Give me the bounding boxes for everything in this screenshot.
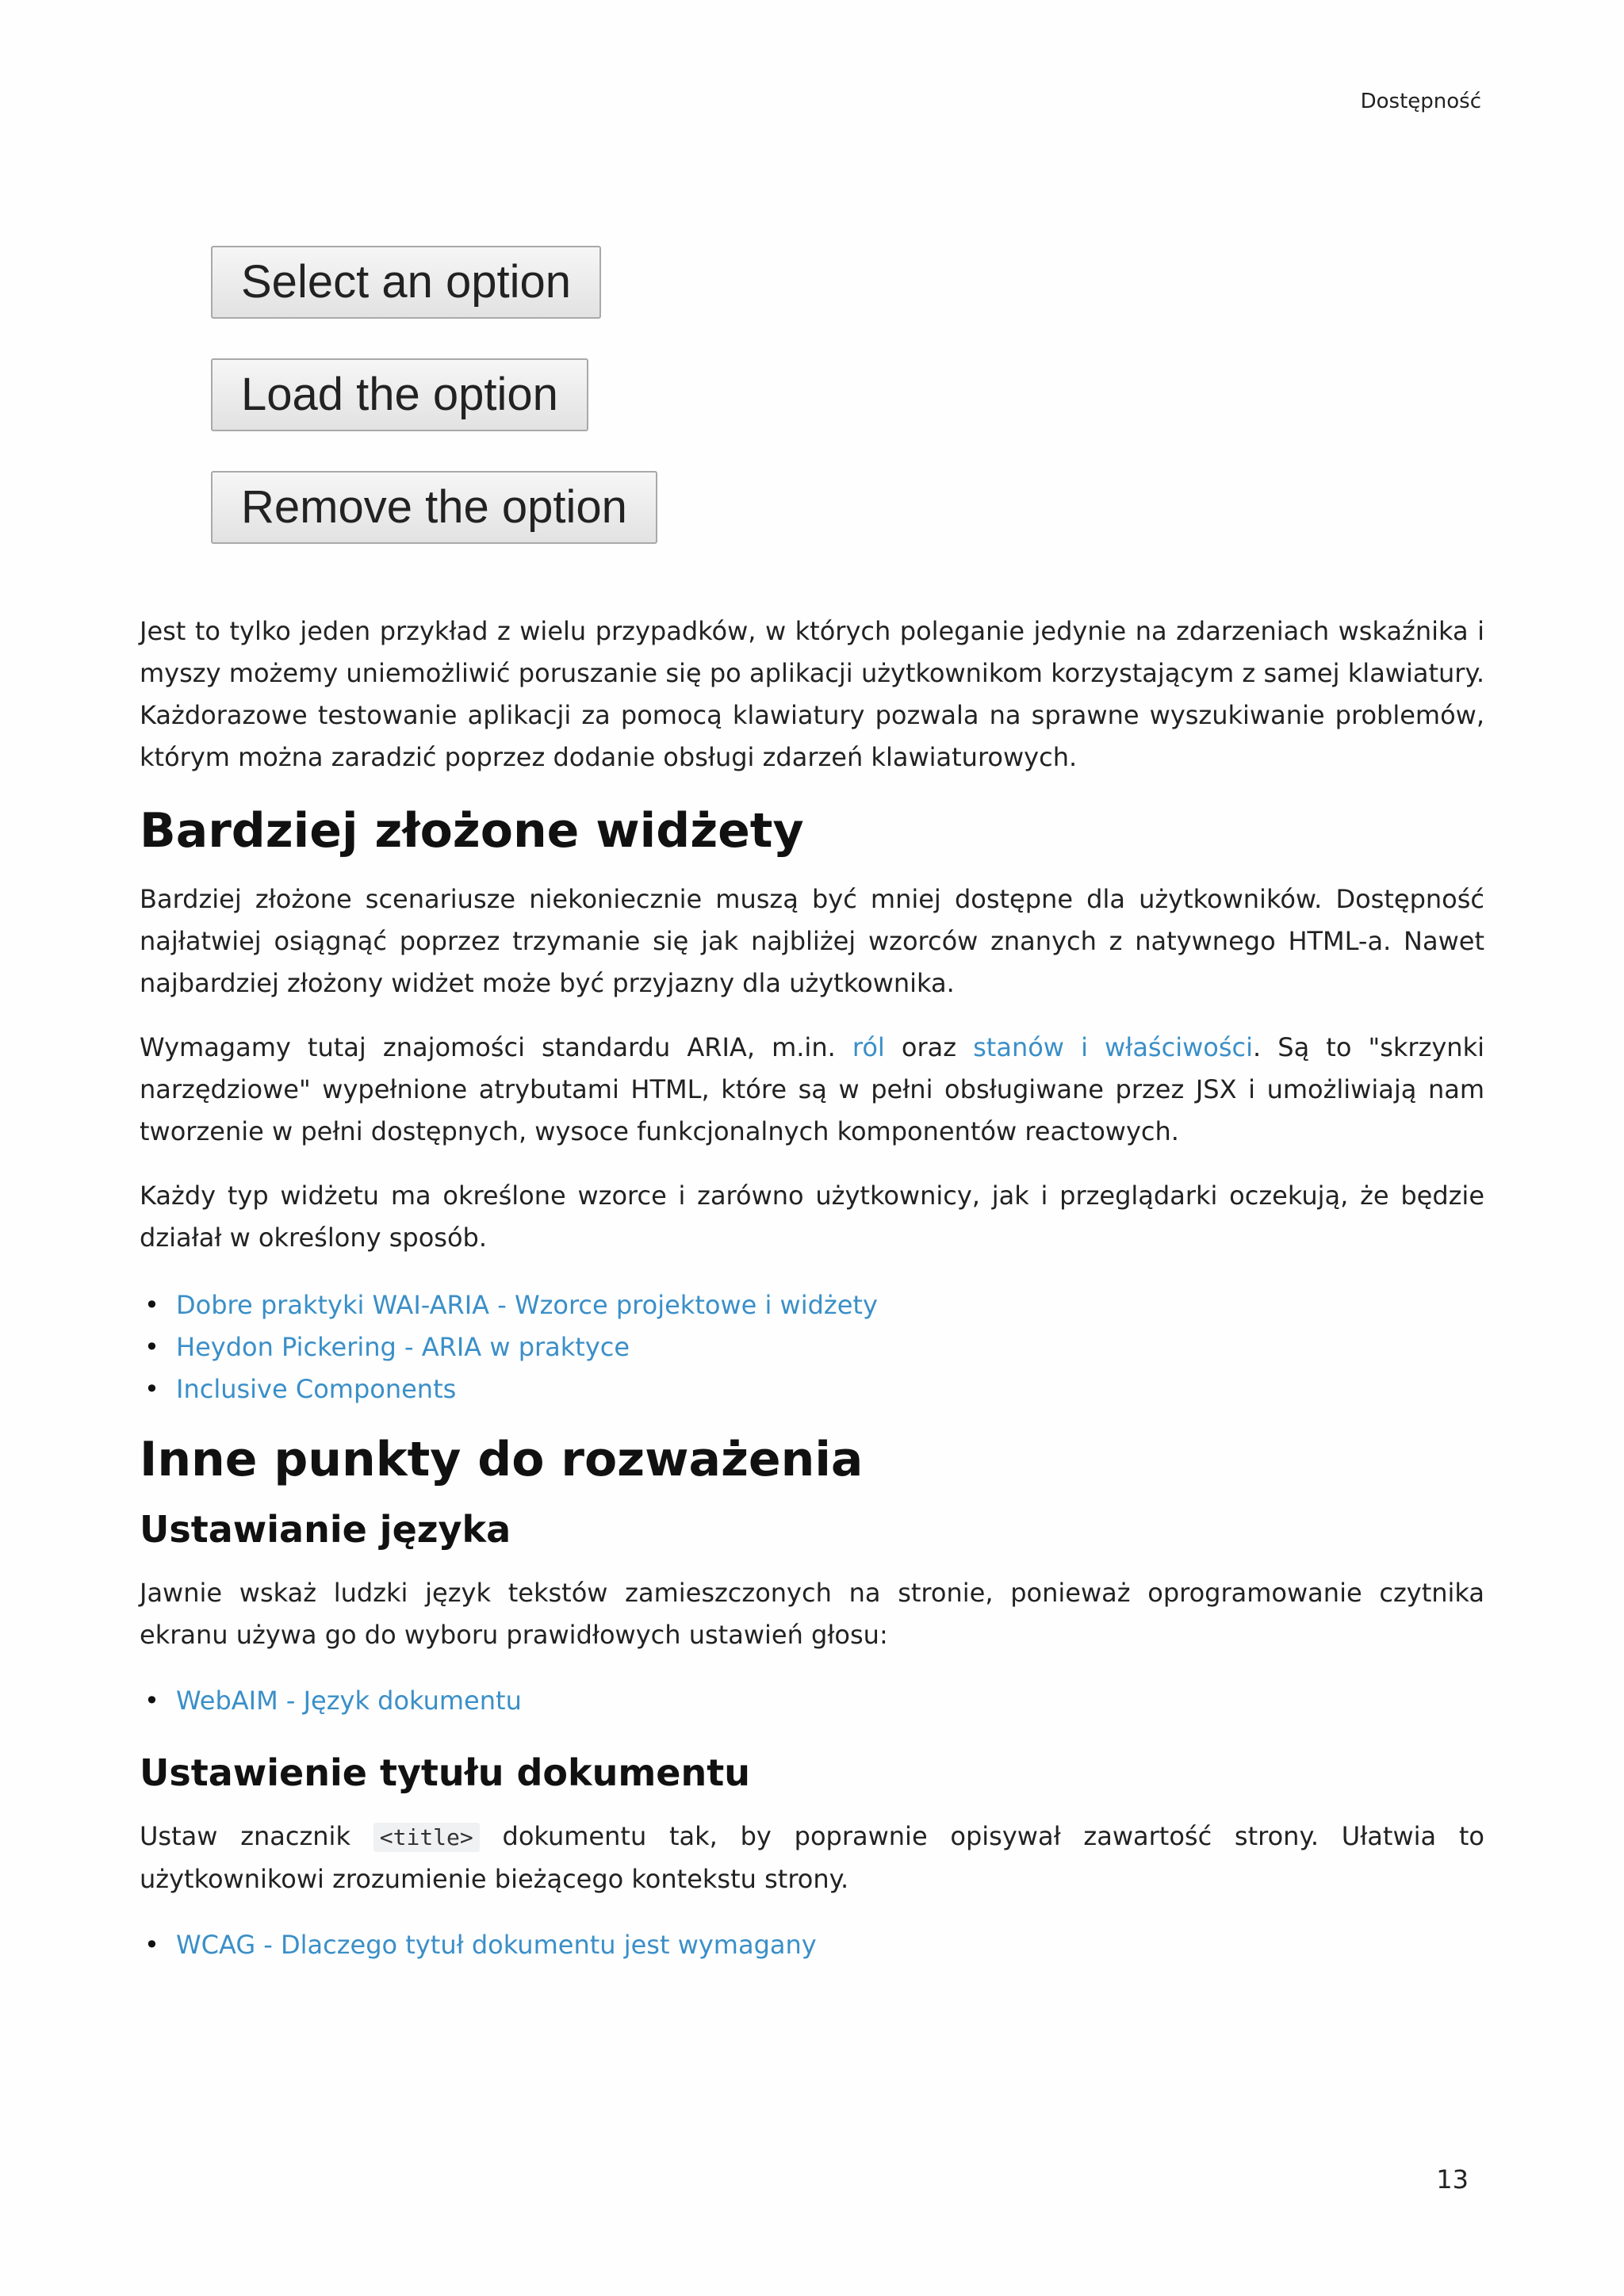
webaim-language-link[interactable]: WebAIM - Język dokumentu (176, 1686, 522, 1716)
bullet-icon: • (144, 1332, 159, 1362)
complex-paragraph-2 (140, 1027, 1484, 1153)
bullet-icon: • (144, 1686, 159, 1716)
heading-other-points: Inne punkty do rozważenia (140, 1432, 864, 1487)
running-header: Dostępność (1360, 90, 1481, 113)
list-item (140, 1924, 1484, 1966)
load-option-button[interactable]: Load the option (211, 358, 588, 431)
bullet-icon: • (144, 1290, 159, 1320)
main-content (140, 610, 1484, 1966)
p2-text-middle: oraz (884, 1032, 974, 1062)
roles-link[interactable]: ról (852, 1032, 885, 1062)
list-item (140, 1284, 1484, 1326)
bullet-icon: • (144, 1930, 159, 1960)
remove-option-button[interactable]: Remove the option (211, 471, 657, 544)
title-text-before: Ustaw znacznik (140, 1821, 373, 1851)
inclusive-components-link[interactable]: Inclusive Components (176, 1374, 457, 1404)
title-tag-code: <title> (373, 1823, 480, 1852)
p2-text-before: Wymagamy tutaj znajomości standardu ARIA, m.in. (140, 1032, 852, 1062)
select-option-button[interactable]: Select an option (211, 246, 601, 319)
wcag-document-title-link[interactable]: WCAG - Dlaczego tytuł dokumentu jest wymagany (176, 1930, 817, 1960)
list-item (140, 1680, 1484, 1722)
heydon-pickering-link[interactable]: Heydon Pickering - ARIA w praktyce (176, 1332, 630, 1362)
complex-links-list (140, 1284, 1484, 1410)
heading-complex-widgets: Bardziej złożone widżety (140, 803, 804, 859)
p2-text-after: . Są to "skrzynki narzędziowe" wypełnione atrybutami HTML, które są w pełni obsługiwane przez JSX i umożliwiają nam tworzenie w pełni dostępnych, wysoce funkcjonalnych komponentów reactowych. (140, 1032, 1484, 1146)
title-paragraph (140, 1816, 1484, 1900)
bullet-icon: • (144, 1374, 159, 1404)
heading-document-title: Ustawienie tytułu dokumentu (140, 1751, 750, 1794)
language-links-list (140, 1680, 1484, 1722)
intro-paragraph: Jest to tylko jeden przykład z wielu przypadków, w których poleganie jedynie na zdarzeniach wskaźnika i myszy możemy uniemożliwić poruszanie się po aplikacji użytkownikom korzystającym z samej klawiatury. Każdorazowe testowanie aplikacji za pomocą klawiatury pozwala na sprawne wyszukiwanie problemów, którym można zaradzić poprzez dodanie obsługi zdarzeń klawiaturowych. (140, 616, 1484, 772)
page-number: 13 (1436, 2164, 1469, 2195)
states-properties-link[interactable]: stanów i właściwości (973, 1032, 1253, 1062)
complex-paragraph-3: Każdy typ widżetu ma określone wzorce i zarówno użytkownicy, jak i przeglądarki oczekują, że będzie działał w określony sposób. (140, 1181, 1484, 1253)
heading-setting-language: Ustawianie języka (140, 1508, 511, 1551)
language-paragraph: Jawnie wskaż ludzki język tekstów zamieszczonych na stronie, ponieważ oprogramowanie czytnika ekranu używa go do wyboru prawidłowych ustawień głosu: (140, 1578, 1484, 1650)
wai-aria-practices-link[interactable]: Dobre praktyki WAI-ARIA - Wzorce projektowe i widżety (176, 1290, 878, 1320)
list-item (140, 1326, 1484, 1368)
title-links-list (140, 1924, 1484, 1966)
complex-paragraph-1: Bardziej złożone scenariusze niekoniecznie muszą być mniej dostępne dla użytkowników. Dostępność najłatwiej osiągnąć poprzez trzymanie się jak najbliżej wzorców znanych z natywnego HTML-a. Nawet najbardziej złożony widżet może być przyjazny dla użytkownika. (140, 884, 1484, 998)
title-text-after: dokumentu tak, by poprawnie opisywał zawartość strony. Ułatwia to użytkownikowi zrozumienie bieżącego kontekstu strony. (140, 1821, 1485, 1894)
list-item (140, 1368, 1484, 1410)
